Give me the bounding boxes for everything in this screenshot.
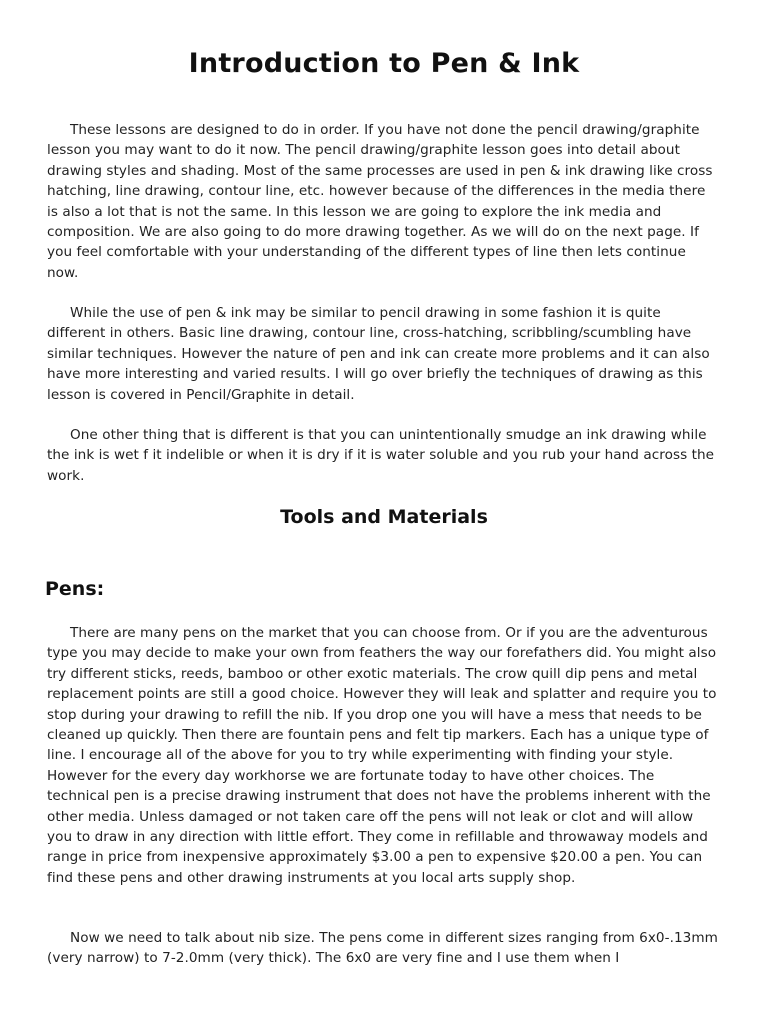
page-title: Introduction to Pen & Ink [188, 48, 580, 79]
intro-paragraph-1: These lessons are designed to do in order. If you have not done the pencil drawing/graphite lesson you may want to do it now. The pencil drawing/graphite lesson goes into detail about drawing styles and shading. Most of the same processes are used in pen & ink drawing like cross hatching, line drawing, contour line, etc. however because of the differences in the media there is also a lot that is not the same. In this lesson we are going to explore the ink media and composition. We are also going to do more drawing together. As we will do on the next page. If you feel comfortable with your understanding of the different types of line then lets continue now. [47, 122, 713, 281]
intro-paragraph-3: One other thing that is different is that you can unintentionally smudge an ink drawing while the ink is wet f it indelible or when it is dry if it is water soluble and you rub your hand across the work. [47, 427, 715, 484]
section-heading-tools-materials: Tools and Materials [280, 506, 488, 528]
pens-paragraph-1: There are many pens on the market that you can choose from. Or if you are the adventurous type you may decide to make your own from feathers the way our forefathers did. You might also try different sticks, reeds, bamboo or other exotic materials. The crow quill dip pens and metal replacement points are still a good choice. However they will leak and splatter and require you to stop during your drawing to refill the nib. If you drop one you will have a mess that needs to be cleaned up quickly. Then there are fountain pens and felt tip markers. Each has a unique type of line. I encourage all of the above for you to try while experimenting with finding your style. However for the every day workhorse we are fortunate today to have other choices. The technical pen is a precise drawing instrument that does not have the problems inherent with the other media. Unless damaged or not taken care off the pens will not leak or clot and will allow you to draw in any direction with little effort. They come in refillable and throwaway models and range in price from inexpensive approximately $3.00 a pen to expensive $20.00 a pen. You can find these pens and other drawing instruments at you local arts supply shop. [47, 625, 717, 886]
subheading-pens: Pens: [45, 578, 105, 600]
pens-paragraph-2: Now we need to talk about nib size. The pens come in different sizes ranging from 6x0-.13mm (very narrow) to 7-2.0mm (very thick). The 6x0 are very fine and I use them when I [47, 930, 718, 967]
intro-paragraph-2: While the use of pen & ink may be similar to pencil drawing in some fashion it is quite different in others. Basic line drawing, contour line, cross-hatching, scribbling/scumbling have similar techniques. However the nature of pen and ink can create more problems and it can also have more interesting and varied results. I will go over briefly the techniques of drawing as this lesson is covered in Pencil/Graphite in detail. [47, 305, 710, 403]
